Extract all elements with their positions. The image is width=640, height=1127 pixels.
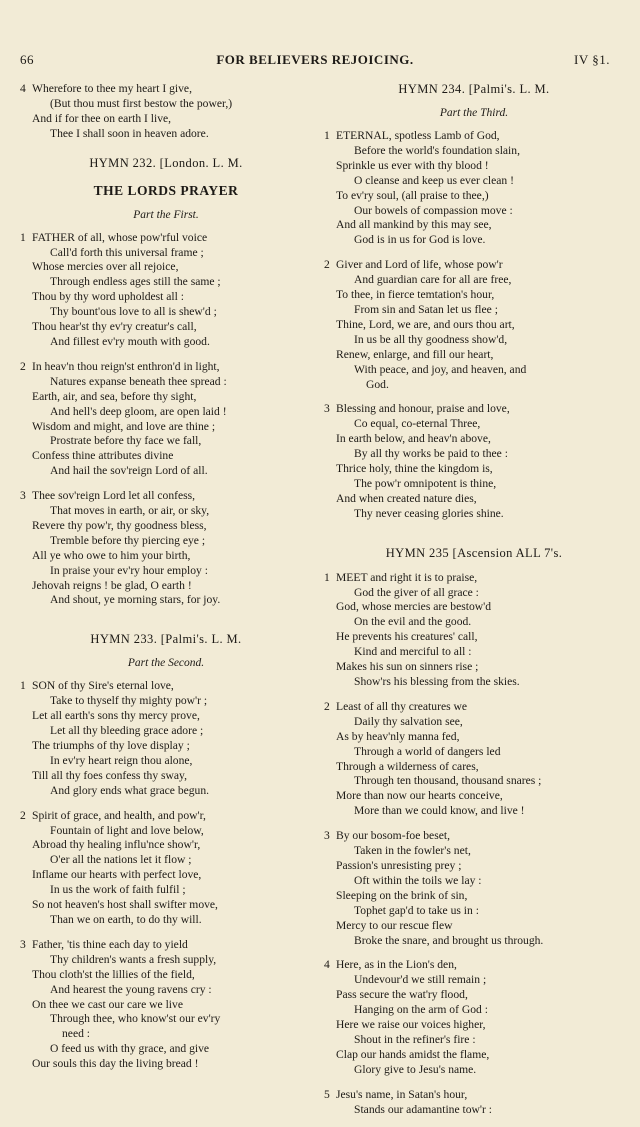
verse-text: Our bowels of compassion move : [354,203,513,217]
verse-line [32,694,312,709]
verse-text: Let all earth's sons thy mercy prove, [32,709,200,723]
verse-line [20,679,312,694]
verse-line [32,593,312,608]
verse-text: Sprinkle us ever with thy blood ! [336,158,489,172]
verse-text: Thee I shall soon in heaven adore. [50,126,209,140]
verse-line [324,829,624,844]
verse-text: And all mankind by this may see, [336,218,492,232]
verse-text: To thee, in fierce temtation's hour, [336,288,495,302]
verse-text: Taken in the fowler's net, [354,844,471,858]
verse-text: God the giver of all grace : [354,585,479,599]
verse-text: Stands our adamantine tow'r : [354,1102,492,1116]
verse-text: Daily thy salvation see, [354,714,463,728]
part-label: Part the First. [133,208,199,221]
verse-text: Thou by thy word upholdest all : [32,290,184,304]
verse-text: Than we on earth, to do thy will. [50,912,202,926]
verse-text: ETERNAL, spotless Lamb of God, [336,129,500,142]
verse-line [32,983,312,998]
verse-text: Thy children's wants a fresh supply, [50,952,217,966]
verse-text: Thou hear'st thy ev'ry creatur's call, [32,320,197,334]
verse-line [32,953,312,968]
verse-number: 3 [324,402,330,416]
verse-number: 2 [20,359,26,373]
verse-line [32,405,312,420]
verse-line [32,1057,312,1072]
verse-gap [20,1072,312,1082]
right-column [324,82,624,1127]
verse-number: 1 [20,679,26,693]
verse-line [336,477,624,492]
verse-line [32,1027,312,1042]
hymn-verse [20,360,312,479]
verse-text: Through a wilderness of cares, [336,759,479,773]
verse-line [336,804,624,819]
verse-text: And fillest ev'ry mouth with good. [50,334,210,348]
verse-text: Spirit of grace, and health, and pow'r, [32,808,206,822]
verse-line [336,507,624,522]
verse-gap [324,948,624,958]
verse-line [336,432,624,447]
verse-line [336,988,624,1003]
verse-text: Undevour'd we still remain ; [354,973,487,987]
verse-gap [324,1117,624,1127]
verse-line [336,1063,624,1078]
verse-line [336,1103,624,1118]
part-label: Part the Third. [439,107,509,119]
verse-line [32,824,312,839]
hymn-heading: HYMN 235 [Ascension ALL 7's. [385,545,563,560]
verse-text: Confess thine attributes divine [32,449,174,463]
verse-line [32,534,312,549]
verse-line [32,290,312,305]
verse-gap [324,392,624,402]
verse-line [32,898,312,913]
verse-text: Sleeping on the brink of sin, [336,888,468,902]
verse-line [336,730,624,745]
verse-line [32,390,312,405]
verse-text: Prostrate before thy face we fall, [50,434,202,448]
verse-text: Jesu's name, in Satan's hour, [336,1087,468,1101]
verse-line [32,564,312,579]
verse-text: On the evil and the good. [354,615,472,629]
verse-line [336,600,624,615]
verse-line [336,159,624,174]
verse-text: Jehovah reigns ! be glad, O earth ! [32,578,192,592]
verse-line [32,549,312,564]
verse-text: In us the work of faith fulfil ; [50,883,186,897]
verse-text: Thy bount'ous love to all is shew'd ; [50,305,217,319]
verse-text: So not heaven's host shall swifter move, [32,898,218,912]
verse-text: Glory give to Jesu's name. [354,1062,477,1076]
verse-gap [324,1078,624,1088]
verse-text: He prevents his creatures' call, [336,630,478,644]
verse-line [20,82,312,97]
verse-line [324,700,624,715]
verse-line [324,571,624,586]
verse-line [336,889,624,904]
verse-line [32,739,312,754]
verse-text: And hail the sov'reign Lord of all. [50,464,208,478]
verse-line [32,838,312,853]
verse-text: Earth, air, and sea, before thy sight, [32,389,197,403]
verse-text: Tremble before thy piercing eye ; [50,533,206,547]
verse-text: Passion's unresisting prey ; [336,858,462,872]
verse-line [32,335,312,350]
verse-line [336,645,624,660]
verse-line [20,938,312,953]
verse-text: Call'd forth this universal frame ; [50,245,204,259]
verse-line [336,447,624,462]
verse-line [32,913,312,928]
verse-text: SON of thy Sire's eternal love, [32,679,174,693]
verse-line [32,724,312,739]
verse-line [20,360,312,375]
verse-text: In us be all thy goodness show'd, [354,332,508,346]
verse-line [324,1088,624,1103]
verse-text: Wherefore to thee my heart I give, [32,82,192,95]
verse-line [336,586,624,601]
verse-line [336,189,624,204]
verse-line [336,715,624,730]
section-signature: IV §1. [574,52,610,67]
hymn-verse [20,231,312,350]
verse-line [32,375,312,390]
verse-line [336,1048,624,1063]
verse-line [32,246,312,261]
verse-line [32,883,312,898]
hymn-verse [324,958,624,1077]
verse-line [32,709,312,724]
verse-text: (But thou must first bestow the power,) [50,96,233,110]
hymn-verse [20,489,312,608]
verse-text: Here, as in the Lion's den, [336,958,457,972]
part-label: Part the Second. [127,657,205,670]
verse-line [32,968,312,983]
verse-line [336,348,624,363]
running-header [20,52,610,74]
verse-text: need : [62,1027,91,1041]
verse-line [336,789,624,804]
verse-line [336,919,624,934]
verse-line [336,934,624,949]
verse-line [336,333,624,348]
verse-text: Co equal, co-eternal Three, [354,417,481,431]
hymn-verse [324,129,624,248]
verse-text: Through endless ages still the same ; [50,275,221,289]
verse-text: Here we raise our voices higher, [336,1018,486,1032]
verse-text: Wisdom and might, and love are thine ; [32,419,216,433]
verse-line [336,378,624,393]
verse-line [32,1012,312,1027]
hymn-verse [20,938,312,1072]
verse-line [32,579,312,594]
verse-gap [20,608,312,618]
hymn-verse [324,700,624,819]
verse-text: And hell's deep gloom, are open laid ! [50,404,227,418]
verse-text: By our bosom-foe beset, [336,829,450,843]
verse-line [32,754,312,769]
hymn-verse [20,809,312,928]
verse-line [336,492,624,507]
verse-line [324,958,624,973]
verse-line [32,305,312,320]
verse-line [32,112,312,127]
verse-text: Thrice holy, thine the kingdom is, [336,462,493,476]
verse-text: More than we could know, and live ! [354,804,525,818]
verse-line [336,745,624,760]
verse-text: Let all thy bleeding grace adore ; [50,724,204,738]
hymn-verse [324,258,624,392]
verse-text: And hearest the young ravens cry : [50,982,212,996]
verse-gap [324,522,624,532]
verse-text: Thou cloth'st the lillies of the field, [32,967,195,981]
verse-line [336,273,624,288]
verse-text: With peace, and joy, and heaven, and [354,362,527,376]
verse-line [336,1003,624,1018]
verse-text: In heav'n thou reign'st enthron'd in light, [32,359,220,373]
verse-line [336,233,624,248]
verse-text: Our souls this day the living bread ! [32,1057,199,1071]
verse-text: O feed us with thy grace, and give [50,1042,210,1056]
hymn-heading: HYMN 234. [Palmi's. L. M. [398,82,550,96]
verse-number: 3 [20,489,26,503]
verse-text: Through ten thousand, thousand snares ; [354,774,542,788]
verse-line [32,420,312,435]
verse-gap [20,799,312,809]
verse-text: Inflame our hearts with perfect love, [32,868,202,882]
verse-line [336,218,624,233]
verse-line [336,288,624,303]
verse-line [32,434,312,449]
verse-number: 4 [324,958,330,972]
verse-text: All ye who owe to him your birth, [32,548,191,562]
hymn-verse [324,571,624,690]
verse-line [336,1018,624,1033]
verse-number: 3 [324,829,330,843]
verse-text: Giver and Lord of life, whose pow'r [336,258,503,272]
verse-text: O cleanse and keep us ever clean ! [354,173,514,187]
verse-line [336,318,624,333]
left-column [20,82,312,1082]
verse-line [32,127,312,142]
verse-text: And when created nature dies, [336,491,477,505]
verse-line [336,675,624,690]
verse-text: Mercy to our rescue flew [336,918,453,932]
verse-number: 4 [20,82,26,95]
verse-line [336,204,624,219]
verse-line [336,774,624,789]
verse-gap [324,690,624,700]
verse-text: God. [366,377,389,391]
verse-number: 2 [324,699,330,713]
verse-line [32,97,312,112]
verse-line [336,174,624,189]
verse-text: By all thy works be paid to thee : [354,447,508,461]
hymn-heading: HYMN 232. [London. L. M. [89,155,243,170]
verse-text: On thee we cast our care we live [32,997,183,1011]
verse-text: As by heav'nly manna fed, [336,729,460,743]
verse-line [336,417,624,432]
verse-line [32,769,312,784]
hymn-verse [324,829,624,948]
verse-text: Natures expanse beneath thee spread : [50,374,227,388]
verse-number: 2 [324,258,330,272]
verse-text: God is in us for God is love. [354,233,486,247]
hymn-title: THE LORDS PRAYER [93,182,239,198]
verse-text: From sin and Satan let us flee ; [354,302,498,316]
verse-text: Clap our hands amidst the flame, [336,1047,490,1061]
verse-text: And shout, ye morning stars, for joy. [50,593,221,607]
verse-line [20,489,312,504]
verse-line [32,853,312,868]
verse-line [336,973,624,988]
verse-text: Through a world of dangers led [354,744,501,758]
verse-line [336,660,624,675]
verse-gap [20,479,312,489]
verse-text: Revere thy pow'r, thy goodness bless, [32,518,207,532]
verse-text: FATHER of all, whose pow'rful voice [32,230,208,244]
verse-line [20,809,312,824]
verse-text: Thine, Lord, we are, and ours thou art, [336,317,515,331]
verse-line [32,275,312,290]
verse-line [336,144,624,159]
verse-text: Shout in the refiner's fire : [354,1032,476,1046]
verse-line [336,904,624,919]
page-number: 66 [20,52,34,67]
verse-text: Kind and merciful to all : [354,645,472,659]
verse-number: 1 [324,129,330,142]
verse-gap [324,248,624,258]
verse-number: 1 [324,570,330,584]
verse-text: Oft within the toils we lay : [354,873,482,887]
verse-line [32,1042,312,1057]
verse-line [324,129,624,144]
hymn-verse [20,82,312,142]
verse-text: Thee sov'reign Lord let all confess, [32,489,196,503]
verse-line [32,449,312,464]
verse-text: The pow'r omnipotent is thine, [354,476,497,490]
verse-text: Take to thyself thy mighty pow'r ; [50,694,208,708]
verse-line [32,464,312,479]
verse-text: That moves in earth, or air, or sky, [50,504,210,518]
verse-text: Pass secure the wat'ry flood, [336,988,468,1002]
verse-text: Thy never ceasing glories shine. [354,506,504,520]
verse-text: More than now our hearts conceive, [336,789,503,803]
verse-text: And glory ends what grace begun. [50,783,210,797]
verse-line [336,1033,624,1048]
hymn-heading: HYMN 233. [Palmi's. L. M. [90,632,242,647]
verse-text: Least of all thy creatures we [336,699,468,713]
verse-text: Before the world's foundation slain, [354,143,520,157]
verse-text: Blessing and honour, praise and love, [336,402,510,416]
verse-line [336,363,624,378]
hymn-verse [324,1088,624,1118]
verse-line [20,231,312,246]
verse-line [32,504,312,519]
verse-text: And guardian care for all are free, [354,273,512,287]
verse-text: Tophet gap'd to take us in : [354,903,479,917]
verse-text: In ev'ry heart reign thou alone, [50,753,193,767]
verse-text: God, whose mercies are bestow'd [336,600,492,614]
verse-text: To ev'ry soul, (all praise to thee,) [336,188,489,202]
verse-text: In praise your ev'ry hour employ : [50,563,208,577]
verse-number: 5 [324,1087,330,1101]
verse-gap [324,819,624,829]
verse-text: MEET and right it is to praise, [336,570,478,584]
verse-line [32,998,312,1013]
running-title: FOR BELIEVERS REJOICING. [216,52,414,67]
verse-number: 2 [20,808,26,822]
verse-gap [20,928,312,938]
verse-text: Father, 'tis thine each day to yield [32,937,188,951]
verse-line [32,784,312,799]
verse-text: And if for thee on earth I live, [32,111,172,125]
verse-line [32,519,312,534]
verse-text: Hanging on the arm of God : [354,1003,488,1017]
verse-text: Till all thy foes confess thy sway, [32,768,188,782]
verse-gap [20,350,312,360]
verse-text: Makes his sun on sinners rise ; [336,660,479,674]
verse-line [336,462,624,477]
verse-text: Abroad thy healing influ'nce show'r, [32,838,201,852]
verse-text: O'er all the nations let it flow ; [50,853,192,867]
verse-text: The triumphs of thy love display ; [32,739,190,752]
hymn-verse [20,679,312,798]
verse-line [336,874,624,889]
hymn-verse [324,402,624,521]
verse-line [336,844,624,859]
verse-line [32,260,312,275]
verse-line [336,630,624,645]
verse-text: In earth below, and heav'n above, [336,432,491,446]
verse-text: Broke the snare, and brought us through. [354,933,544,947]
verse-text: Renew, enlarge, and fill our heart, [336,347,494,361]
verse-line [324,258,624,273]
verse-line [336,303,624,318]
verse-line [336,760,624,775]
verse-number: 1 [20,230,26,244]
verse-text: Fountain of light and love below, [50,823,204,837]
verse-line [32,868,312,883]
verse-text: Whose mercies over all rejoice, [32,260,179,274]
verse-line [336,615,624,630]
verse-line [32,320,312,335]
verse-line [324,402,624,417]
verse-line [336,859,624,874]
verse-text: Through thee, who know'st our ev'ry [50,1012,221,1026]
verse-text: Show'rs his blessing from the skies. [354,675,520,688]
verse-number: 3 [20,937,26,951]
